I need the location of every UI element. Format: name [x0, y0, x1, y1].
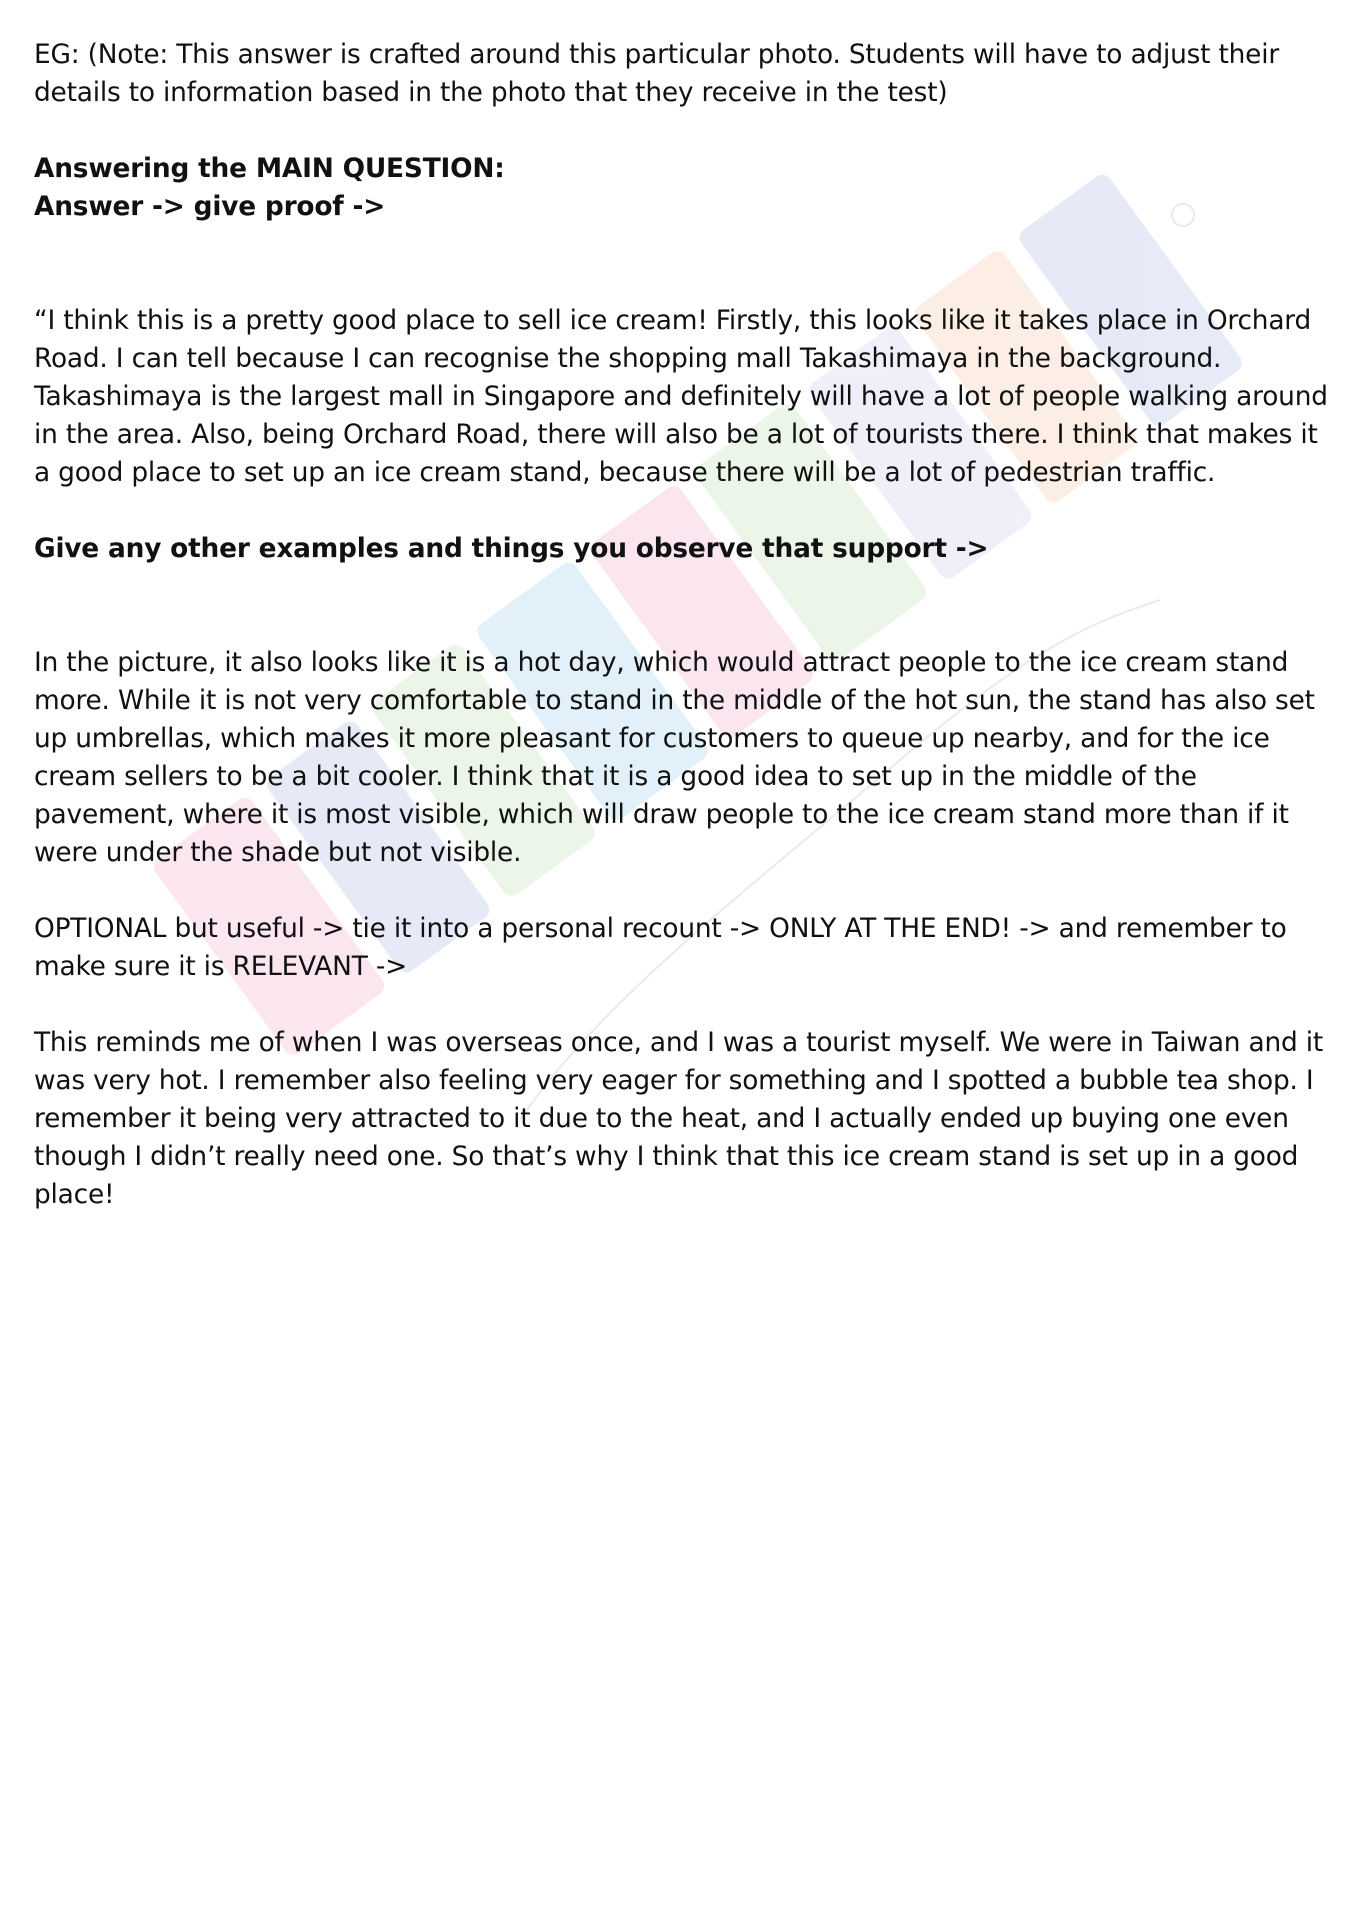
- heading-other-examples: Give any other examples and things you observe that support ->: [34, 533, 989, 564]
- document-page: [34, 36, 1334, 1214]
- paragraph-answer: “I think this is a pretty good place to sell ice cream! Firstly, this looks like it takes place in Orchard Road. I can tell because I can recognise the shopping mall Takashimaya in the background. Takashimaya is the largest mall in Singapore and definitely will have a lot of people walking around in the area. Also, being Orchard Road, there will also be a lot of tourists there. I think that makes it a good place to set up an ice cream stand, because there will be a lot of pedestrian traffic.: [34, 305, 1328, 488]
- heading-answer-proof: Answer -> give proof ->: [34, 191, 386, 222]
- intro-note: EG: (Note: This answer is crafted around this particular photo. Students will have to adjust their details to information based in the photo that they receive in the test): [34, 39, 1279, 108]
- paragraph-personal-recount: This reminds me of when I was overseas once, and I was a tourist myself. We were in Taiwan and it was very hot. I remember also feeling very eager for something and I spotted a bubble tea shop. I remember it being very attracted to it due to the heat, and I actually ended up buying one even though I didn’t really need one. So that’s why I think that this ice cream stand is set up in a good place!: [34, 1027, 1324, 1210]
- optional-recount-note: OPTIONAL but useful -> tie it into a personal recount -> ONLY AT THE END! -> and remember to make sure it is RELEVANT ->: [34, 913, 1287, 982]
- heading-main-question: Answering the MAIN QUESTION:: [34, 153, 505, 184]
- paragraph-examples: In the picture, it also looks like it is a hot day, which would attract people to the ice cream stand more. While it is not very comfortable to stand in the middle of the hot sun, the stand has also set up umbrellas, which makes it more pleasant for customers to queue up nearby, and for the ice cream sellers to be a bit cooler. I think that it is a good idea to set up in the middle of the pavement, where it is most visible, which will draw people to the ice cream stand more than if it were under the shade but not visible.: [34, 647, 1315, 868]
